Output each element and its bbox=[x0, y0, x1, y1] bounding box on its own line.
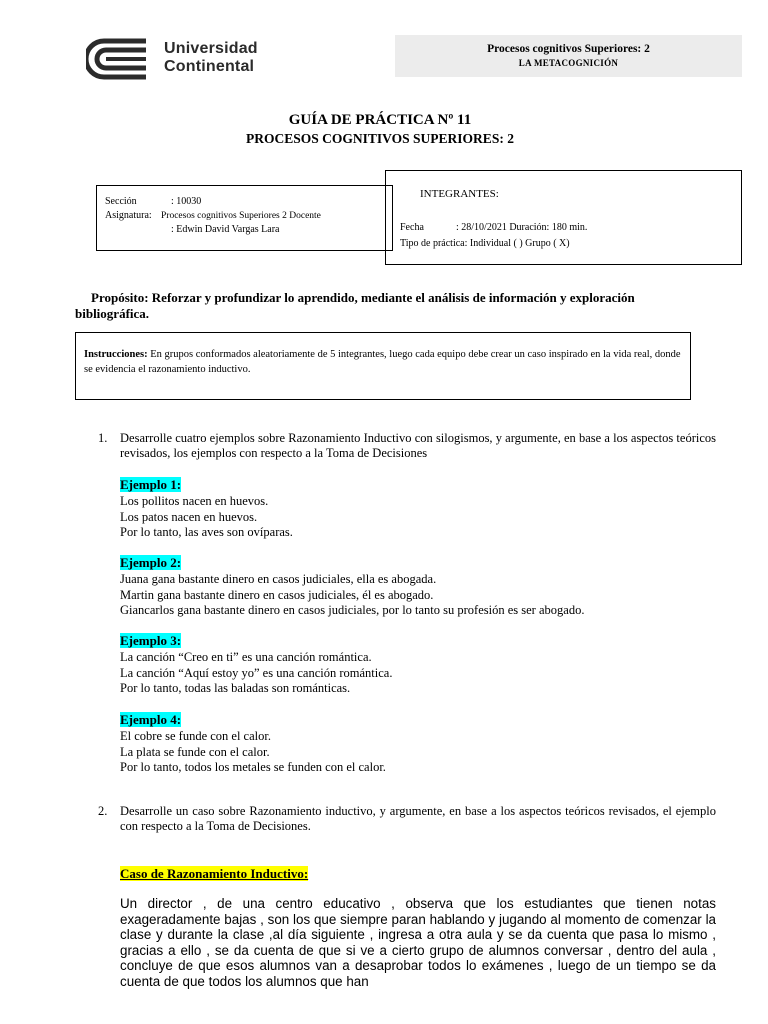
date-label: Fecha bbox=[400, 222, 424, 233]
case-title: Caso de Razonamiento Inductivo: bbox=[120, 866, 309, 881]
course-subtitle: LA METACOGNICIÓN bbox=[518, 58, 619, 68]
instructions-box bbox=[75, 332, 691, 400]
example-3-title: Ejemplo 3: bbox=[120, 633, 182, 648]
question-1-number: 1. bbox=[98, 431, 108, 445]
members-label: INTEGRANTES: bbox=[420, 188, 499, 200]
university-logo bbox=[86, 38, 276, 80]
members-box bbox=[385, 170, 742, 265]
example-1-line-2: Los patos nacen en huevos. bbox=[120, 509, 258, 524]
logo-mark-icon bbox=[86, 38, 156, 80]
example-4-title: Ejemplo 4: bbox=[120, 712, 182, 727]
example-3 bbox=[120, 632, 392, 697]
example-2-line-2: Martin gana bastante dinero en casos judiciales, él es abogado. bbox=[120, 587, 434, 602]
question-1-text: Desarrolle cuatro ejemplos sobre Razonamiento Inductivo con silogismos, y argumente, en base a los aspectos teóricos revisados, los ejemplos con respecto a la Toma de Decisiones bbox=[120, 431, 716, 460]
guide-subtitle: PROCESOS COGNITIVOS SUPERIORES: 2 bbox=[246, 131, 514, 146]
course-header-box bbox=[395, 35, 742, 77]
example-1-title: Ejemplo 1: bbox=[120, 477, 182, 492]
example-4-line-3: Por lo tanto, todos los metales se funden con el calor. bbox=[120, 760, 386, 774]
guide-title: GUÍA DE PRÁCTICA Nº 11 bbox=[288, 112, 472, 128]
teacher-value: : Edwin David Vargas Lara bbox=[171, 224, 280, 235]
example-3-line-3: Por lo tanto, todas las baladas son románticas. bbox=[120, 681, 351, 695]
date-value: : 28/10/2021 Duración: 180 min. bbox=[456, 222, 588, 233]
subject-label: Asignatura: bbox=[105, 210, 152, 221]
question-2-number: 2. bbox=[98, 804, 108, 818]
example-3-line-2: La canción “Aquí estoy yo” es una canción romántica. bbox=[120, 665, 393, 680]
example-4-line-1: El cobre se funde con el calor. bbox=[120, 729, 271, 743]
example-2-line-1: Juana gana bastante dinero en casos judiciales, ella es abogada. bbox=[120, 572, 437, 586]
instructions-body: En grupos conformados aleatoriamente de 5 integrantes, luego cada equipo debe crear un caso inspirado en la vida real, donde se evidencia el razonamiento inductivo. bbox=[84, 349, 681, 375]
example-1-line-3: Por lo tanto, las aves son ovíparas. bbox=[120, 525, 293, 539]
example-1-line-1: Los pollitos nacen en huevos. bbox=[120, 494, 269, 508]
case-title-wrap bbox=[120, 865, 308, 883]
example-4 bbox=[120, 711, 386, 776]
example-3-line-1: La canción “Creo en ti” es una canción romántica. bbox=[120, 650, 372, 664]
instructions-text bbox=[84, 347, 682, 377]
section-label: Sección bbox=[105, 196, 137, 207]
example-4-line-2: La plata se funde con el calor. bbox=[120, 744, 270, 759]
university-name: Universidad Continental bbox=[164, 40, 258, 75]
practice-type: Tipo de práctica: Individual ( ) Grupo ( X) bbox=[400, 238, 570, 249]
course-info-box bbox=[96, 185, 393, 251]
example-2-title: Ejemplo 2: bbox=[120, 555, 182, 570]
example-2 bbox=[120, 554, 584, 619]
subject-value: Procesos cognitivos Superiores 2 Docente bbox=[161, 211, 321, 221]
section-value: : 10030 bbox=[171, 196, 202, 207]
question-2-text: Desarrolle un caso sobre Razonamiento inductivo, y argumente, en base a los aspectos teóricos revisados, el ejemplo con respecto a la Toma de Decisiones. bbox=[120, 804, 716, 833]
example-2-line-3: Giancarlos gana bastante dinero en casos judiciales, por lo tanto su profesión es ser abogado. bbox=[120, 603, 585, 617]
course-title: Procesos cognitivos Superiores: 2 bbox=[487, 43, 650, 55]
purpose-text: Propósito: Reforzar y profundizar lo aprendido, mediante el análisis de información y exploración bibliográfica. bbox=[75, 290, 635, 321]
instructions-label: Instrucciones: bbox=[84, 349, 148, 360]
case-text: Un director , de una centro educativo , observa que los estudiantes que tienen notas exageradamente bajas , son los que siempre paran hablando y jugando al momento de comenzar la clase y durante la clase ,al día siguiente , ingresa a otra aula y se da cuenta que pasa lo mismo , gracias a ello , se da cuenta de que si ve a cierto grupo de alumnos conversar , dentro del aula , concluye de que esos alumnos van a desaprobar todos lo exámenes , luego de un tiempo se da cuenta de que todos los alumnos que han bbox=[120, 896, 716, 989]
example-1 bbox=[120, 476, 293, 541]
